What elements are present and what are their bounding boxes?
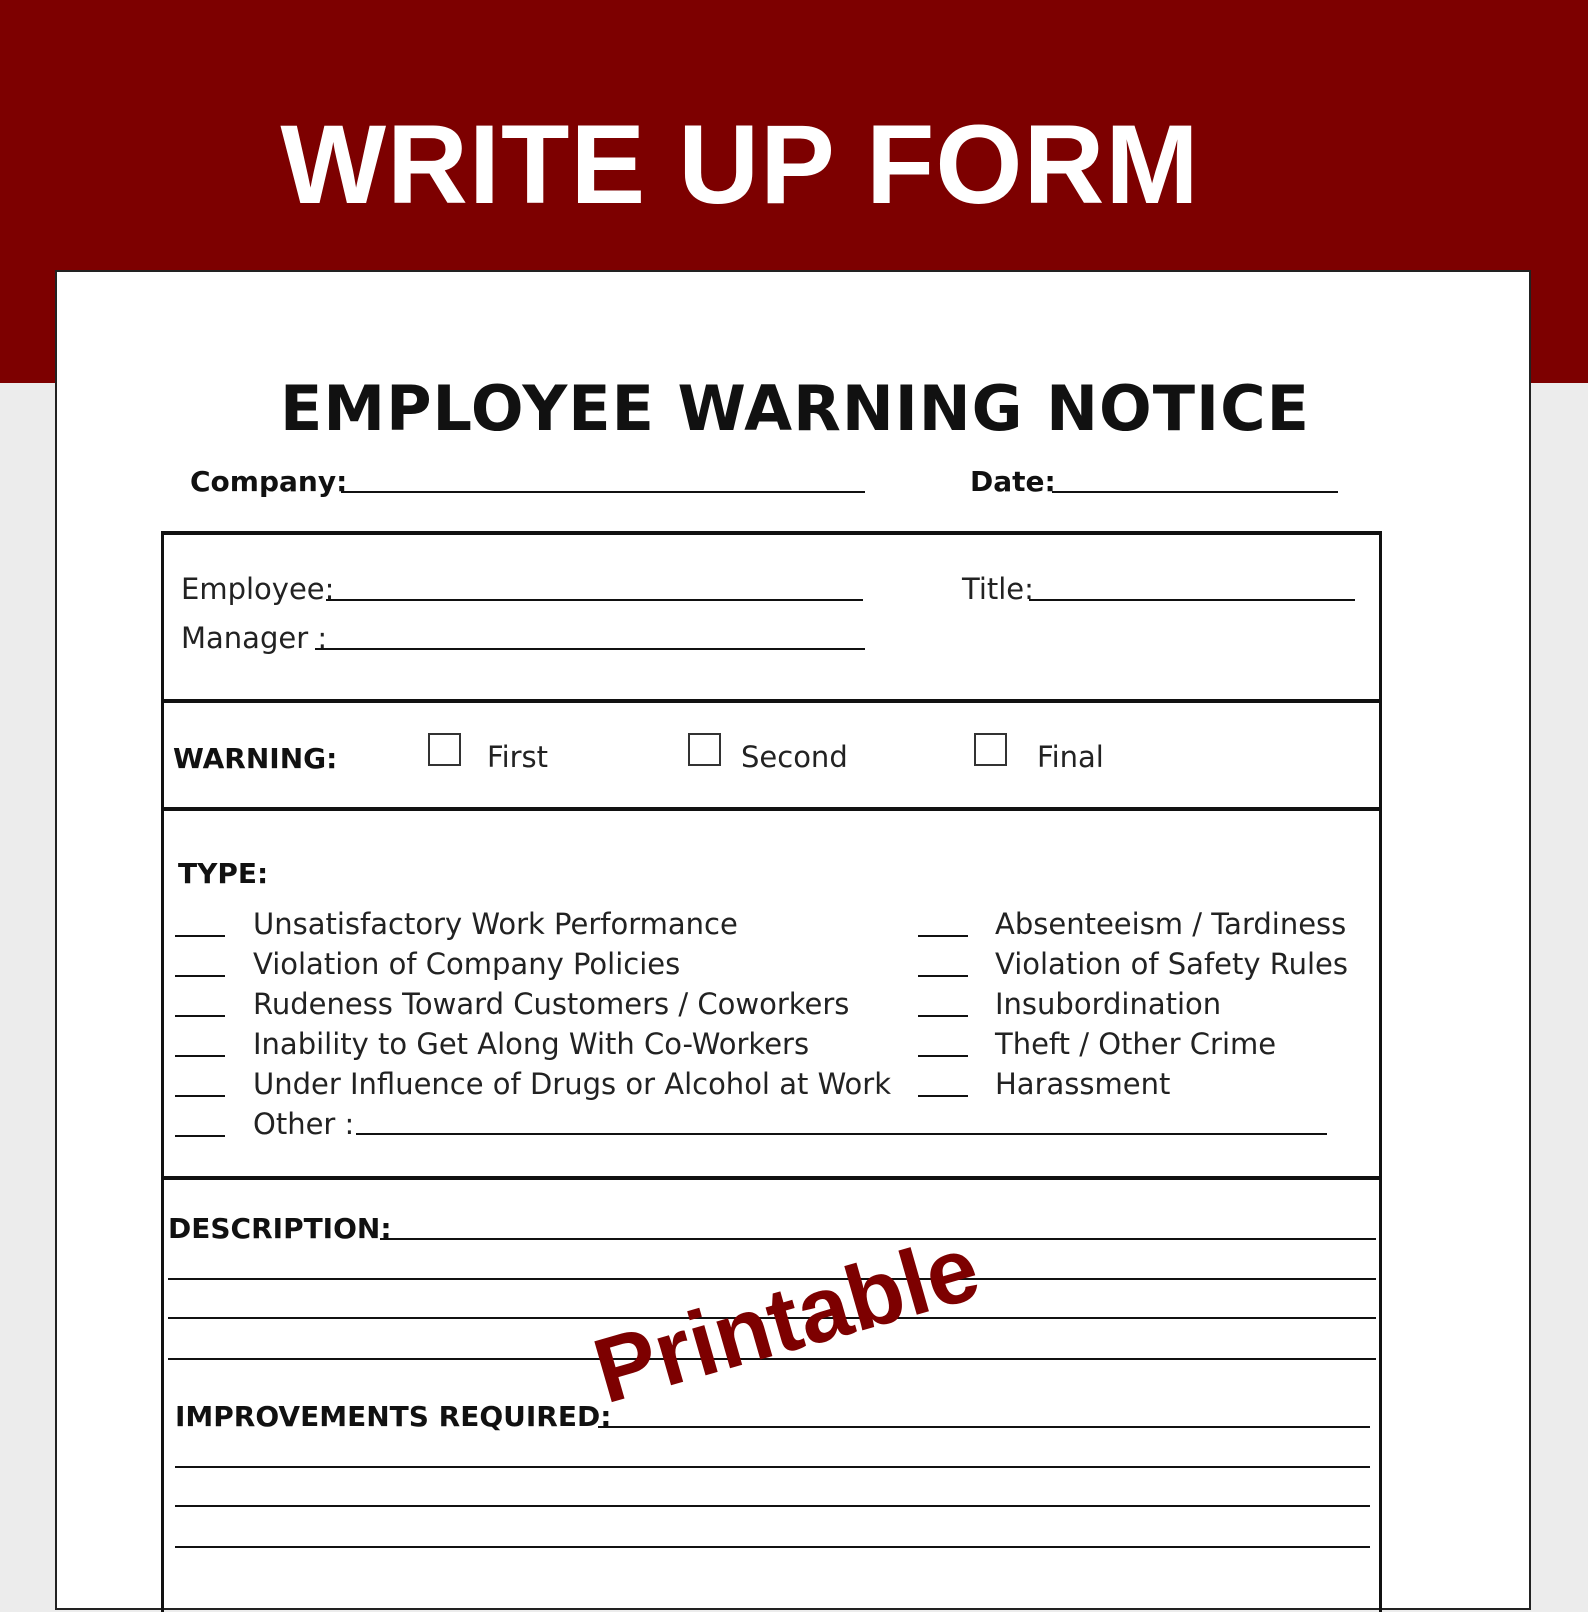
improvements-line-2[interactable] — [175, 1466, 1370, 1468]
type-item-safety-rules: Violation of Safety Rules — [995, 947, 1348, 981]
type-blank[interactable] — [175, 1015, 225, 1017]
divider-top — [161, 531, 1381, 535]
description-label: DESCRIPTION: — [168, 1212, 392, 1245]
title-field[interactable] — [1029, 599, 1355, 601]
type-blank[interactable] — [175, 1135, 225, 1137]
type-blank[interactable] — [175, 975, 225, 977]
divider-type-top — [161, 807, 1381, 811]
improvements-line-3[interactable] — [175, 1505, 1370, 1507]
final-warning-checkbox[interactable] — [974, 733, 1007, 766]
type-item-insubordination: Insubordination — [995, 987, 1222, 1021]
improvements-label: IMPROVEMENTS REQUIRED: — [175, 1400, 612, 1433]
type-blank[interactable] — [918, 1055, 968, 1057]
box-left-border — [161, 531, 164, 1612]
second-warning-label: Second — [741, 740, 848, 774]
date-field[interactable] — [1052, 491, 1338, 493]
manager-field[interactable] — [315, 648, 865, 650]
type-item-company-policies: Violation of Company Policies — [253, 947, 681, 981]
type-blank[interactable] — [918, 1015, 968, 1017]
form-title: EMPLOYEE WARNING NOTICE — [280, 372, 1310, 445]
first-warning-label: First — [487, 740, 549, 774]
final-warning-label: Final — [1037, 740, 1104, 774]
second-warning-checkbox[interactable] — [688, 733, 721, 766]
type-item-absenteeism: Absenteeism / Tardiness — [995, 907, 1347, 941]
improvements-line-1[interactable] — [598, 1426, 1370, 1428]
first-warning-checkbox[interactable] — [428, 733, 461, 766]
divider-description-top — [163, 1176, 1381, 1180]
type-blank[interactable] — [918, 975, 968, 977]
type-blank[interactable] — [175, 1055, 225, 1057]
type-item-harassment: Harassment — [995, 1067, 1171, 1101]
printable-watermark: Printable — [583, 1216, 990, 1424]
type-blank[interactable] — [175, 935, 225, 937]
employee-label: Employee: — [181, 572, 335, 606]
type-blank[interactable] — [918, 1095, 968, 1097]
type-item-unsatisfactory: Unsatisfactory Work Performance — [253, 907, 738, 941]
other-field[interactable] — [356, 1133, 1327, 1135]
type-blank[interactable] — [175, 1095, 225, 1097]
manager-label: Manager : — [181, 621, 328, 655]
employee-field[interactable] — [326, 599, 863, 601]
title-label: Title: — [962, 572, 1034, 606]
box-right-border — [1379, 531, 1382, 1612]
type-item-drugs-alcohol: Under Influence of Drugs or Alcohol at Work — [253, 1067, 891, 1101]
divider-warning-top — [161, 699, 1381, 703]
company-field[interactable] — [341, 491, 865, 493]
type-label: TYPE: — [178, 857, 269, 890]
type-item-rudeness: Rudeness Toward Customers / Coworkers — [253, 987, 850, 1021]
type-item-inability: Inability to Get Along With Co-Workers — [253, 1027, 810, 1061]
type-item-other: Other : — [253, 1107, 355, 1141]
banner-title: WRITE UP FORM — [280, 102, 1200, 227]
type-item-theft: Theft / Other Crime — [995, 1027, 1277, 1061]
company-label: Company: — [190, 465, 348, 498]
form-sheet — [55, 270, 1531, 1610]
warning-label: WARNING: — [173, 742, 338, 775]
improvements-line-4[interactable] — [175, 1546, 1370, 1548]
date-label: Date: — [970, 465, 1056, 498]
type-blank[interactable] — [918, 935, 968, 937]
